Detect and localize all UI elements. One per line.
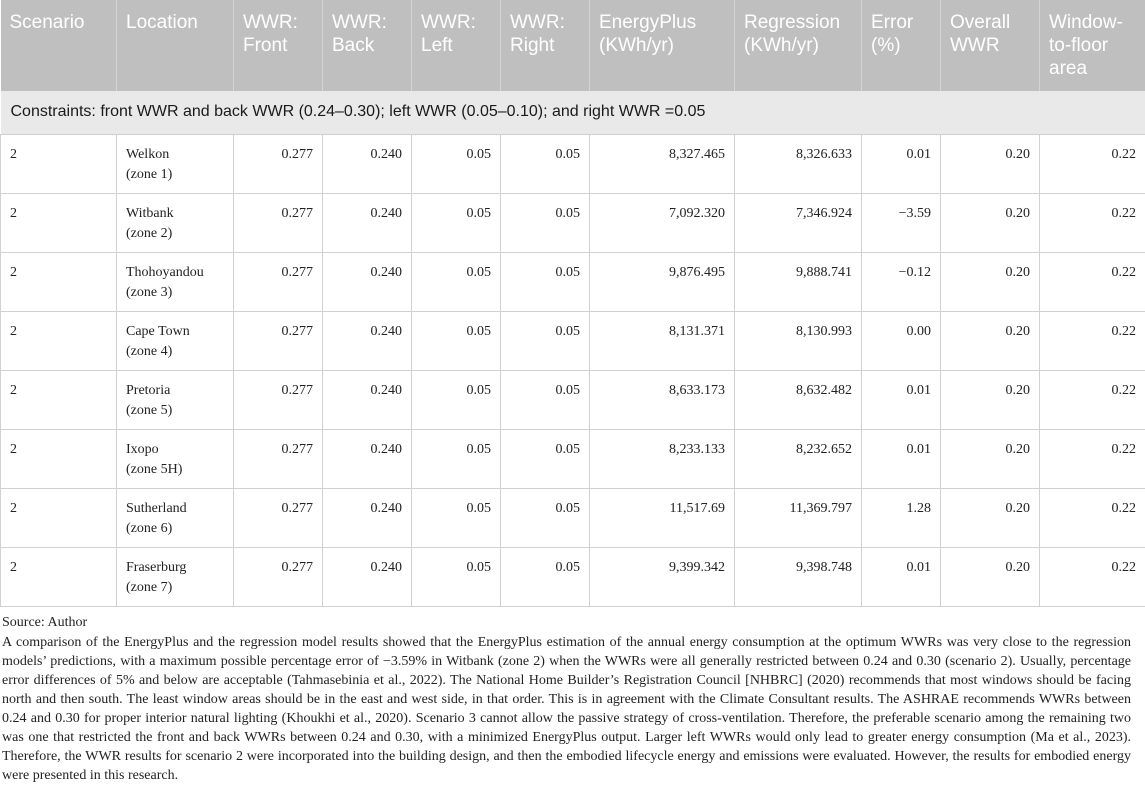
cell-wwr-right: 0.05 — [501, 311, 590, 370]
cell-scenario: 2 — [1, 193, 117, 252]
header-error: Error (%) — [862, 0, 941, 91]
cell-error: 0.01 — [862, 429, 941, 488]
cell-location — [117, 193, 234, 252]
header-wwr-right: WWR: Right — [501, 0, 590, 91]
cell-energyplus: 9,876.495 — [590, 252, 735, 311]
cell-wwr-right: 0.05 — [501, 193, 590, 252]
cell-window-to-floor-area: 0.22 — [1040, 134, 1145, 193]
table-header-row — [1, 0, 1145, 91]
cell-energyplus: 7,092.320 — [590, 193, 735, 252]
location-zone: (zone 4) — [126, 343, 173, 359]
cell-location — [117, 134, 234, 193]
cell-scenario: 2 — [1, 311, 117, 370]
cell-regression: 9,398.748 — [735, 547, 862, 606]
table-row — [1, 429, 1145, 488]
cell-error: 0.01 — [862, 370, 941, 429]
cell-wwr-back: 0.240 — [323, 488, 412, 547]
cell-wwr-back: 0.240 — [323, 193, 412, 252]
cell-overall-wwr: 0.20 — [941, 252, 1040, 311]
table-row — [1, 488, 1145, 547]
table-row — [1, 134, 1145, 193]
cell-overall-wwr: 0.20 — [941, 193, 1040, 252]
location-name: Fraserburg — [126, 559, 187, 575]
cell-scenario: 2 — [1, 488, 117, 547]
cell-wwr-left: 0.05 — [412, 193, 501, 252]
cell-location — [117, 370, 234, 429]
cell-wwr-left: 0.05 — [412, 134, 501, 193]
table-row — [1, 193, 1145, 252]
cell-wwr-front: 0.277 — [234, 311, 323, 370]
cell-window-to-floor-area: 0.22 — [1040, 193, 1145, 252]
table-row — [1, 252, 1145, 311]
cell-wwr-right: 0.05 — [501, 134, 590, 193]
cell-wwr-right: 0.05 — [501, 370, 590, 429]
table-row — [1, 547, 1145, 606]
cell-window-to-floor-area: 0.22 — [1040, 311, 1145, 370]
cell-location — [117, 488, 234, 547]
cell-wwr-right: 0.05 — [501, 488, 590, 547]
header-wwr-back: WWR: Back — [323, 0, 412, 91]
header-scenario: Scenario — [1, 0, 117, 91]
cell-overall-wwr: 0.20 — [941, 547, 1040, 606]
cell-window-to-floor-area: 0.22 — [1040, 370, 1145, 429]
cell-energyplus: 8,131.371 — [590, 311, 735, 370]
cell-wwr-back: 0.240 — [323, 311, 412, 370]
cell-wwr-left: 0.05 — [412, 488, 501, 547]
location-name: Ixopo — [126, 441, 159, 457]
cell-wwr-back: 0.240 — [323, 134, 412, 193]
body-paragraph: A comparison of the EnergyPlus and the regression model results showed that the EnergyPlus estimation of the annual energy consumption at the optimum WWRs was very close to the regression models’ predictions, with a maximum possible percentage error of −3.59% in Witbank (zone 2) when the WWRs were all generally restricted between 0.24 and 0.30 (scenario 2). Usually, percentage error differences of 5% and below are acceptable (Tahmasebinia et al., 2022). The National Home Builder’s Registration Council [NHBRC] (2020) recommends that most windows should be facing north and then south. The least window areas should be in the east and west side, in that order. This is in agreement with the Climate Consultant results. The ASHRAE recommends WWRs between 0.24 and 0.30 for proper interior natural lighting (Khoukhi et al., 2020). Scenario 3 cannot allow the passive strategy of cross-ventilation. Therefore, the preferable scenario among the remaining two was one that restricted the front and back WWRs between 0.24 and 0.30, with a minimized EnergyPlus output. Larger left WWRs would only lead to greater energy consumption (Ma et al., 2023). Therefore, the WWR results for scenario 2 were incorporated into the building design, and then the embodied lifecycle energy and emissions were evaluated. However, the results for embodied energy were presented in this research. — [2, 634, 1131, 783]
cell-wwr-left: 0.05 — [412, 370, 501, 429]
cell-energyplus: 8,633.173 — [590, 370, 735, 429]
cell-error: 0.01 — [862, 134, 941, 193]
cell-window-to-floor-area: 0.22 — [1040, 547, 1145, 606]
cell-wwr-right: 0.05 — [501, 252, 590, 311]
cell-wwr-front: 0.277 — [234, 370, 323, 429]
cell-energyplus: 8,233.133 — [590, 429, 735, 488]
cell-wwr-left: 0.05 — [412, 429, 501, 488]
cell-window-to-floor-area: 0.22 — [1040, 488, 1145, 547]
cell-regression: 11,369.797 — [735, 488, 862, 547]
cell-scenario: 2 — [1, 252, 117, 311]
header-regression: Regression (KWh/yr) — [735, 0, 862, 91]
location-zone: (zone 5H) — [126, 461, 183, 477]
table-row — [1, 370, 1145, 429]
cell-wwr-front: 0.277 — [234, 488, 323, 547]
cell-energyplus: 11,517.69 — [590, 488, 735, 547]
cell-regression: 8,632.482 — [735, 370, 862, 429]
cell-regression: 8,232.652 — [735, 429, 862, 488]
cell-wwr-back: 0.240 — [323, 547, 412, 606]
location-name: Sutherland — [126, 500, 187, 516]
location-zone: (zone 5) — [126, 402, 173, 418]
cell-scenario: 2 — [1, 429, 117, 488]
cell-window-to-floor-area: 0.22 — [1040, 252, 1145, 311]
cell-scenario: 2 — [1, 134, 117, 193]
cell-scenario: 2 — [1, 370, 117, 429]
cell-wwr-front: 0.277 — [234, 429, 323, 488]
source-note: Source: Author — [2, 614, 88, 630]
cell-error: −3.59 — [862, 193, 941, 252]
location-name: Witbank — [126, 205, 174, 221]
cell-location — [117, 311, 234, 370]
cell-wwr-front: 0.277 — [234, 252, 323, 311]
cell-wwr-front: 0.277 — [234, 193, 323, 252]
constraint-row — [1, 91, 1145, 134]
header-overall-wwr: Overall WWR — [941, 0, 1040, 91]
cell-wwr-front: 0.277 — [234, 134, 323, 193]
constraint-text: Constraints: front WWR and back WWR (0.24–0.30); left WWR (0.05–0.10); and right WWR =0.05 — [1, 91, 1145, 134]
cell-overall-wwr: 0.20 — [941, 311, 1040, 370]
header-wwr-front: WWR: Front — [234, 0, 323, 91]
cell-energyplus: 8,327.465 — [590, 134, 735, 193]
cell-wwr-back: 0.240 — [323, 252, 412, 311]
table-row — [1, 311, 1145, 370]
location-zone: (zone 1) — [126, 166, 173, 182]
cell-wwr-front: 0.277 — [234, 547, 323, 606]
notes-section — [0, 607, 1145, 785]
header-wwr-left: WWR: Left — [412, 0, 501, 91]
cell-regression: 8,326.633 — [735, 134, 862, 193]
location-zone: (zone 2) — [126, 225, 173, 241]
location-zone: (zone 7) — [126, 579, 173, 595]
cell-error: 1.28 — [862, 488, 941, 547]
cell-wwr-right: 0.05 — [501, 547, 590, 606]
header-window-to-floor-area: Window-to-floor area — [1040, 0, 1145, 91]
cell-error: 0.00 — [862, 311, 941, 370]
cell-error: −0.12 — [862, 252, 941, 311]
cell-wwr-left: 0.05 — [412, 252, 501, 311]
header-energyplus: EnergyPlus (KWh/yr) — [590, 0, 735, 91]
cell-energyplus: 9,399.342 — [590, 547, 735, 606]
cell-location — [117, 547, 234, 606]
cell-regression: 7,346.924 — [735, 193, 862, 252]
cell-overall-wwr: 0.20 — [941, 488, 1040, 547]
cell-scenario: 2 — [1, 547, 117, 606]
location-zone: (zone 3) — [126, 284, 173, 300]
cell-wwr-back: 0.240 — [323, 429, 412, 488]
location-name: Pretoria — [126, 382, 171, 398]
cell-overall-wwr: 0.20 — [941, 370, 1040, 429]
header-location: Location — [117, 0, 234, 91]
cell-wwr-right: 0.05 — [501, 429, 590, 488]
cell-regression: 9,888.741 — [735, 252, 862, 311]
location-name: Cape Town — [126, 323, 190, 339]
location-name: Welkon — [126, 146, 170, 162]
cell-overall-wwr: 0.20 — [941, 134, 1040, 193]
cell-wwr-back: 0.240 — [323, 370, 412, 429]
cell-location — [117, 429, 234, 488]
cell-wwr-left: 0.05 — [412, 311, 501, 370]
cell-error: 0.01 — [862, 547, 941, 606]
location-zone: (zone 6) — [126, 520, 173, 536]
cell-location — [117, 252, 234, 311]
cell-window-to-floor-area: 0.22 — [1040, 429, 1145, 488]
cell-overall-wwr: 0.20 — [941, 429, 1040, 488]
location-name: Thohoyandou — [126, 264, 204, 280]
cell-regression: 8,130.993 — [735, 311, 862, 370]
cell-wwr-left: 0.05 — [412, 547, 501, 606]
